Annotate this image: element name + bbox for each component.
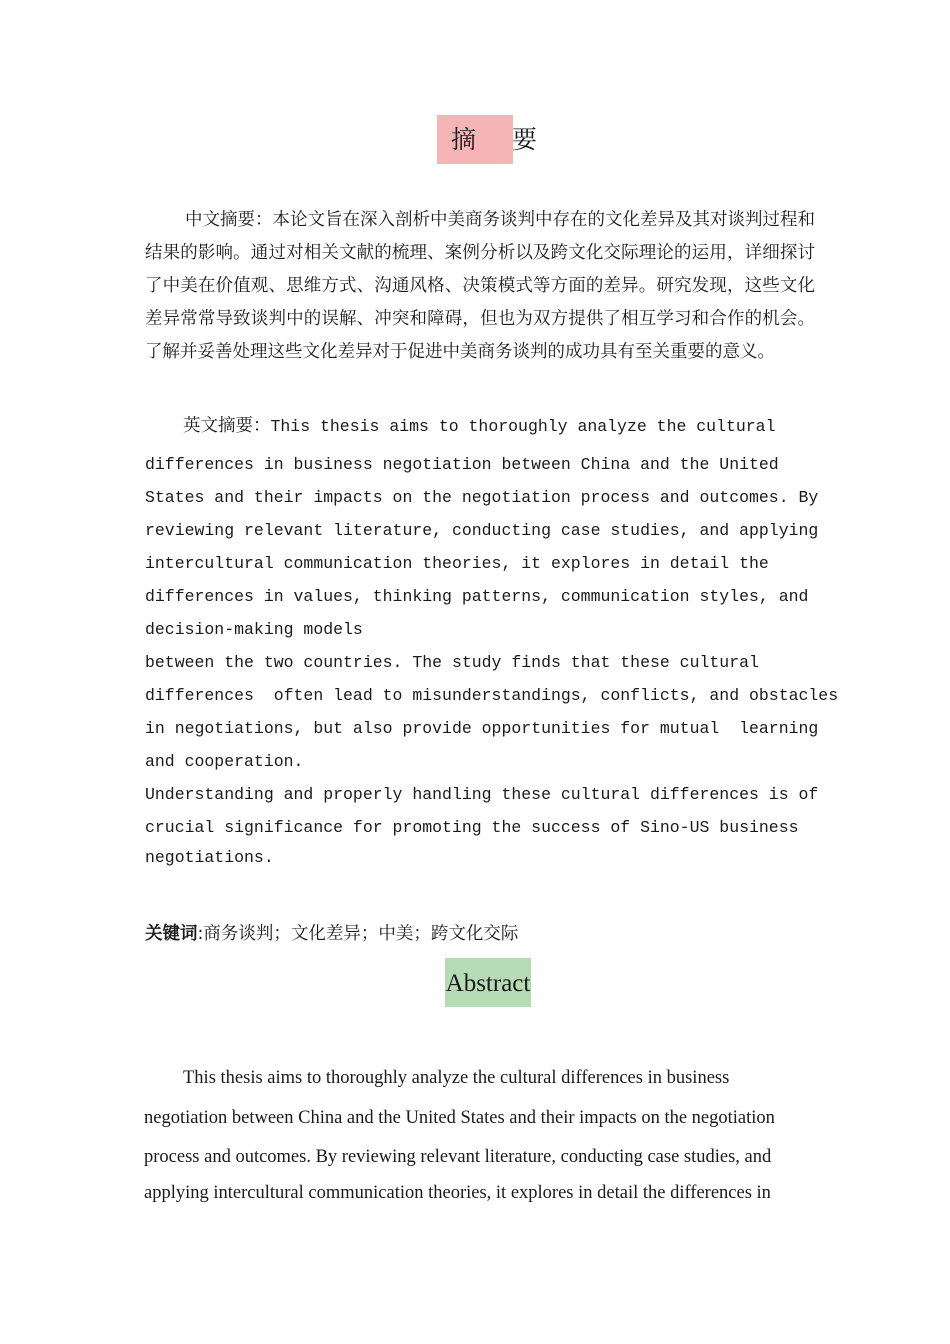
english-abstract-serif-line: applying intercultural communication theories, it explores in detail the differences in [144,1183,771,1203]
english-abstract-line: differences in values, thinking patterns, communication styles, and [145,587,809,606]
english-abstract-line: negotiations. [145,848,274,867]
english-abstract-title: Abstract [445,958,531,1007]
keywords-separator: : [197,924,204,944]
english-abstract-line: between the two countries. The study finds that these cultural [145,653,759,672]
keywords-value: 商务谈判；文化差异；中美；跨文化交际 [203,924,519,944]
english-abstract-line: intercultural communication theories, it explores in detail the [145,554,769,573]
english-abstract-line: 英文摘要：This thesis aims to thoroughly analyze the cultural [145,410,825,443]
english-abstract-line: in negotiations, but also provide opportunities for mutual learning [145,719,819,738]
english-abstract-line: crucial significance for promoting the success of Sino-US business [145,818,799,837]
english-abstract-line: differences often lead to misunderstandings, conflicts, and obstacles [145,686,839,705]
english-abstract-line: and cooperation. [145,752,304,771]
english-abstract-label: 英文摘要： [183,416,271,436]
english-abstract-monospace-block [145,410,839,872]
english-abstract-line: reviewing relevant literature, conducting case studies, and applying [145,521,819,540]
english-abstract-serif-line: This thesis aims to thoroughly analyze the cultural differences in business [183,1068,730,1088]
english-abstract-line: differences in business negotiation between China and the United [145,455,779,474]
chinese-abstract-paragraph: 中文摘要：本论文旨在深入剖析中美商务谈判中存在的文化差异及其对谈判过程和结果的影响。通过对相关文献的梳理、案例分析以及跨文化交际理论的运用，详细探讨了中美在价值观、思维方式、沟通风格、决策模式等方面的差异。研究发现，这些文化差异常常导致谈判中的误解、冲突和障碍，但也为双方提供了相互学习和合作的机会。了解并妥善处理这些文化差异对于促进中美商务谈判的成功具有至关重要的意义。 [145,210,815,362]
keywords-label: 关键词 [145,924,198,944]
english-abstract-serif-block [144,1060,814,1211]
english-abstract-serif-line: negotiation between China and the United States and their impacts on the negotiation [144,1108,775,1128]
english-abstract-line: decision-making models [145,620,363,639]
english-abstract-line: Understanding and properly handling these cultural differences is of [145,785,819,804]
keywords-line [145,920,518,948]
english-abstract-serif-line: process and outcomes. By reviewing relevant literature, conducting case studies, and [144,1147,772,1167]
chinese-abstract-title: 摘 要 [437,115,513,164]
english-abstract-line: States and their impacts on the negotiation process and outcomes. By [145,488,819,507]
